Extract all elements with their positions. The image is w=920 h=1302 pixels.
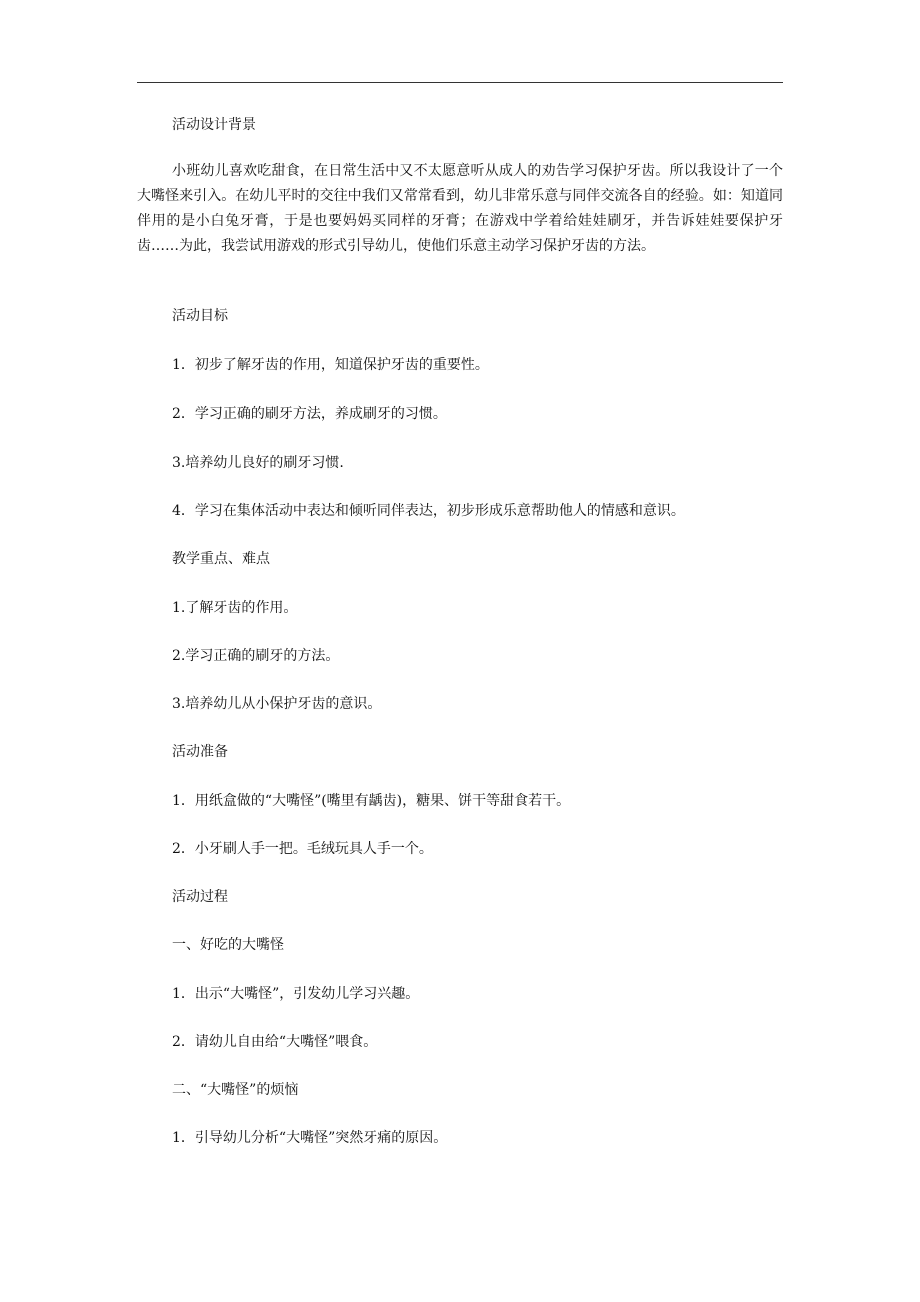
background-paragraph: 小班幼儿喜欢吃甜食，在日常生活中又不太愿意听从成人的劝告学习保护牙齿。所以我设计了一个大嘴怪来引入。在幼儿平时的交往中我们又常常看到，幼儿非常乐意与同伴交流各自的经验。如：知道同伴用的是小白兔牙膏，于是也要妈妈买同样的牙膏；在游戏中学着给娃娃刷牙，并告诉娃娃要保护牙齿……为此，我尝试用游戏的形式引导幼儿，使他们乐意主动学习保护牙齿的方法。 [137,163,783,254]
section-two-item-1: 1．引导幼儿分析“大嘴怪”突然牙痛的原因。 [172,1130,448,1146]
header-rule [137,82,783,83]
section-two-title: 二、“大嘴怪”的烦恼 [172,1082,299,1098]
key-point-2: 2.学习正确的刷牙的方法。 [172,648,340,664]
preparation-item-1: 1．用纸盒做的“大嘴怪”(嘴里有龋齿)，糖果、饼干等甜食若干。 [172,793,571,809]
section-one-title: 一、好吃的大嘴怪 [172,937,284,953]
goal-item-1: 1．初步了解牙齿的作用，知道保护牙齿的重要性。 [172,357,489,373]
section-one-item-2: 2．请幼儿自由给“大嘴怪”喂食。 [172,1034,378,1050]
heading-key-points: 教学重点、难点 [172,551,270,567]
heading-goals: 活动目标 [172,308,228,324]
heading-preparation: 活动准备 [172,744,228,760]
key-point-1: 1.了解牙齿的作用。 [172,600,298,616]
key-point-3: 3.培养幼儿从小保护牙齿的意识。 [172,696,382,712]
goal-item-4: 4．学习在集体活动中表达和倾听同伴表达，初步形成乐意帮助他人的情感和意识。 [172,503,685,519]
section-one-item-1: 1．出示“大嘴怪”，引发幼儿学习兴趣。 [172,986,420,1002]
heading-background: 活动设计背景 [172,117,256,133]
goal-item-3: 3.培养幼儿良好的刷牙习惯. [172,455,344,471]
preparation-item-2: 2．小牙刷人手一把。毛绒玩具人手一个。 [172,841,433,857]
goal-item-2: 2．学习正确的刷牙方法，养成刷牙的习惯。 [172,406,447,422]
heading-process: 活动过程 [172,889,228,905]
